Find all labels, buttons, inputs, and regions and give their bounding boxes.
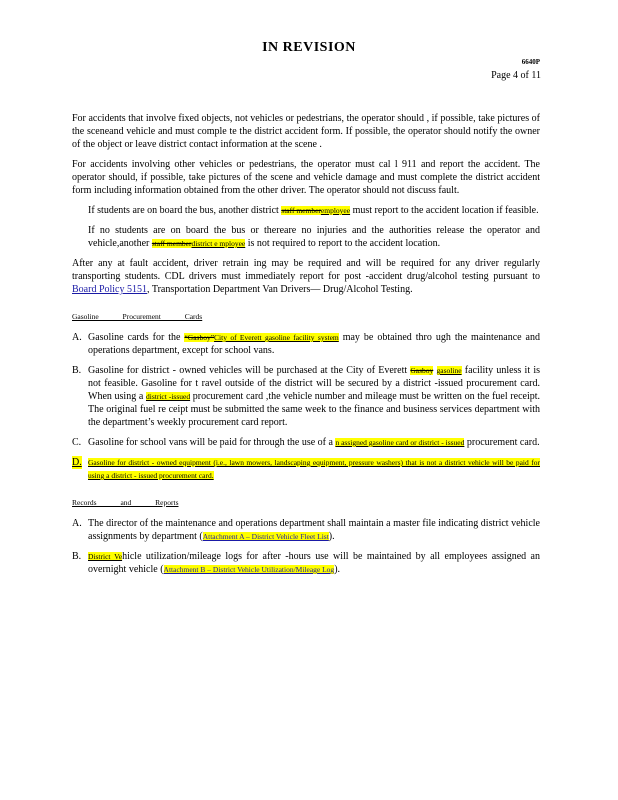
gasoline-item-d: D. Gasoline for district - owned equipment (i.e., lawn mowers, landscaping equipment, pressure washers) that is not a district vehicle will be paid for using a district - issued procurement card. — [72, 457, 540, 480]
bullet-item-no-students: If no students are on board the bus or thereare no injuries and the authorities release the operator and vehicle,another staff memberdistrict e mployee is not required to report to the accident location. — [88, 225, 540, 249]
gasoline-item-c: C. Gasoline for school vans will be paid for through the use of a n assigned gasoline card or district - issued procurement card. — [72, 437, 540, 448]
bullet-item-students: If students are on board the bus, another district staff memberemployee must report to the accident location if feasible. — [88, 205, 539, 216]
revision-title: IN REVISION — [262, 40, 356, 55]
inserted-text: district -issued — [145, 392, 191, 401]
deleted-text: staff member — [151, 239, 192, 248]
document-body — [72, 112, 540, 583]
gasoline-item-b: B. Gasoline for district - owned vehicles will be purchased at the City of Everett Gasboy gasoline facility unless it is not feasible. Gasoline for t ravel outside of the district will be secured by a district -issued procurement card. When using a district -issued procurement card ,the vehicle number and mileage must be written on the fuel receipt. The original fuel re ceipt must be submitted the same week to the finance and business services department with the department’s weekly procurement card report. — [72, 365, 541, 428]
section-heading-gasoline: Gasoline Procurement Cards — [72, 312, 203, 321]
attachment-a-link[interactable]: Attachment A – District Vehicle Fleet List — [202, 532, 329, 541]
inserted-text: Gasoline for district - owned equipment (i.e., lawn mowers, landscaping equipment, pressure washers) that is not a district vehicle will be paid for using a district - issued procurement card. — [88, 458, 540, 480]
section-heading-records: Records and Reports — [72, 498, 179, 507]
attachment-b-link[interactable]: Attachment B – District Vehicle Utilization/Mileage Log — [163, 565, 335, 574]
page-number: Page 4 of 11 — [491, 70, 541, 81]
deleted-text: “Gasboy” — [184, 333, 215, 342]
accident-paragraph-3: After any at fault accident, driver retrain ing may be required and will be required for any driver regularly transporting students. CDL drivers must immediately report for post -accident drug/alcohol testing pursuant to Board Policy 5151, Transportation Department Van Drivers— Drug/Alcohol Testing. — [72, 258, 540, 295]
deleted-text: Gasboy — [410, 366, 434, 375]
inserted-text: gasoline — [436, 366, 462, 375]
inserted-text: employee — [320, 206, 351, 215]
inserted-text: District Ve — [88, 552, 123, 561]
accident-paragraph-1: For accidents that involve fixed objects, not vehicles or pedestrians, the operator should , if possible, take pictures of the sceneand vehicle and must comple te the district accident form. If possible, the operator should notify the owner of the object or leave district contact information at the scene . — [72, 113, 540, 150]
deleted-text: staff member — [281, 206, 321, 215]
accident-paragraph-2: For accidents involving other vehicles or pedestrians, the operator must cal l 911 and report the accident. The operator should, if possible, take pictures of the scene and vehicle damage and must complete the district accident form including information obtained from the other driver. The operator should not discuss fault. — [72, 159, 540, 196]
inserted-text: n assigned gasoline card or district - issued — [335, 438, 465, 447]
board-policy-link[interactable]: Board Policy 5151 — [72, 284, 147, 295]
policy-code: 6640P — [521, 58, 540, 66]
records-item-a: A. The director of the maintenance and operations department shall maintain a master file indicating district vehicle assignments by department (Attachment A – District Vehicle Fleet List). — [72, 518, 540, 542]
records-item-b: B. District Vehicle utilization/mileage logs for after -hours use will be maintained by all employees assigned an overnight vehicle (Attachment B – District Vehicle Utilization/Mileage Log). — [72, 551, 540, 575]
inserted-text: district e mployee — [191, 239, 246, 248]
inserted-text: City of Everett gasoline facility system — [214, 333, 339, 342]
gasoline-item-a: A. Gasoline cards for the “Gasboy”City of Everett gasoline facility system may be obtained thro ugh the maintenance and operations department, except for school vans. — [72, 332, 540, 356]
